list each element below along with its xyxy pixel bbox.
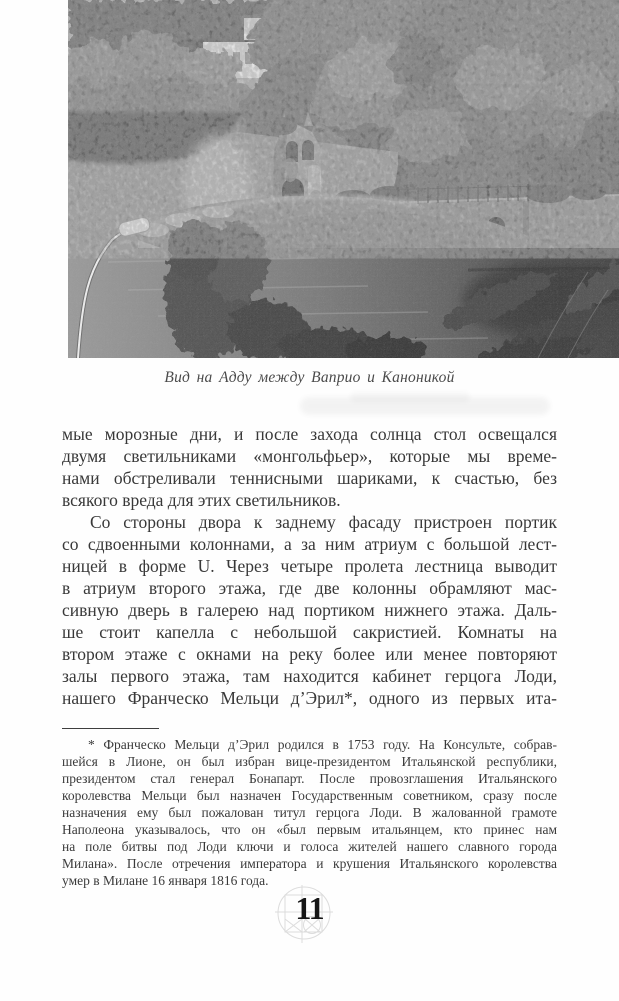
page-showthrough <box>350 392 470 402</box>
river-landscape-illustration <box>68 0 619 358</box>
footnote-line: королевства Мельци был назначен Государственным советником, сразу после <box>62 788 557 803</box>
footnote-line: * Франческо Мельци д’Эрил родился в 1753 году. На Консульте, собрав- <box>88 737 557 752</box>
footnote-line: умер в Милане 16 января 1816 года. <box>62 873 269 888</box>
footnote-divider <box>62 728 159 729</box>
body-text-line: со сдвоенными колоннами, а за ним атриум с большой лест- <box>62 534 557 554</box>
footnote <box>62 728 557 889</box>
body-text-line: Со стороны двора к заднему фасаду пристроен портик <box>90 512 557 532</box>
body-text-line: всякого вреда для этих светильников. <box>62 490 341 510</box>
body-text-line: втором этаже с окнами на реку более или менее повторяют <box>62 644 557 664</box>
body-text-line: нами обстреливали теннисными шариками, к счастью, без <box>62 468 557 488</box>
body-text-line: двумя светильниками «монгольфьер», которые мы време- <box>62 446 557 466</box>
body-text-line: залы первого этажа, там находится кабинет герцога Лоди, <box>62 666 557 686</box>
footnote-line: на поле битвы под Лоди ключи и голоса жителей нашего славного города <box>62 839 557 854</box>
footnote-line: Наполеона указывалось, что он «был первым итальянцем, кто принес нам <box>62 822 557 837</box>
footnote-text <box>62 736 557 889</box>
body-text-line: сивную дверь в галерею над портиком нижнего этажа. Даль- <box>62 600 557 620</box>
body-text-line: ше стоит капелла с небольшой сакристией. Комнаты на <box>62 622 557 642</box>
photo-caption: Вид на Адду между Ваприо и Каноникой <box>164 369 455 386</box>
body-text-line: мые морозные дни, и после захода солнца стол освещался <box>62 424 557 444</box>
body-text-line: ницей в форме U. Через четыре пролета лестница выводит <box>62 556 557 576</box>
body-text-line: в атриум второго этажа, где две колонны обрамляют мас- <box>62 578 557 598</box>
footnote-line: президентом стал генерал Бонапарт. После провозглашения Итальянского <box>62 771 557 786</box>
footnote-line: назначения ему был пожалован титул герцога Лоди. В жалованной грамоте <box>62 805 557 820</box>
footnote-line: шейся в Лионе, он был избран вице-президентом Итальянской республики, <box>62 754 557 769</box>
page-footer <box>0 880 619 955</box>
body-text <box>62 423 557 709</box>
landscape-photo <box>68 0 619 358</box>
footnote-line: Милана». После отречения императора и крушения Итальянского королевства <box>62 856 557 871</box>
page-number: 11 <box>295 890 324 926</box>
body-text-line: нашего Франческо Мельци д’Эрил*, одного из первых ита- <box>62 688 557 708</box>
